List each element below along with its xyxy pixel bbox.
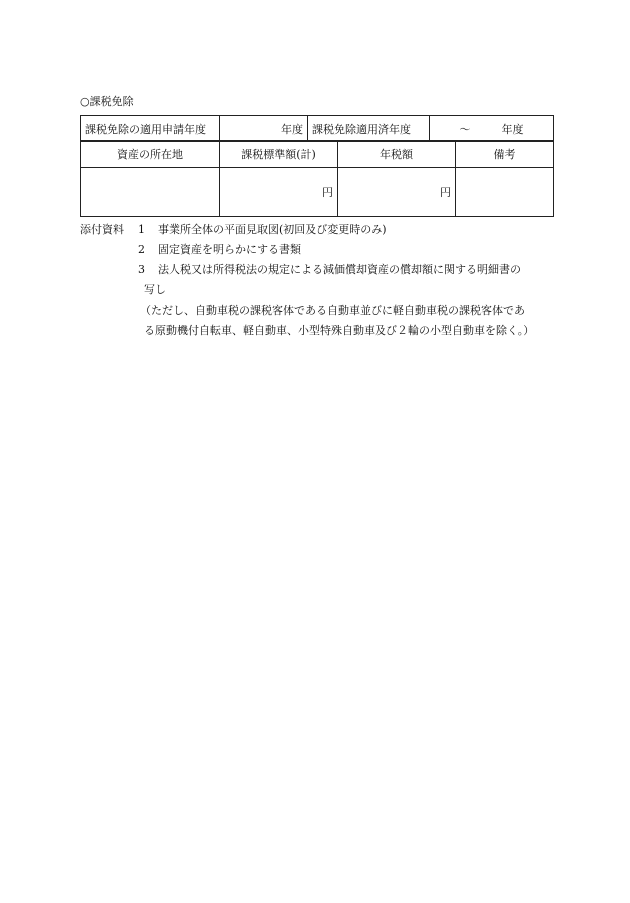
application-year-row bbox=[81, 116, 554, 142]
section-title: ○課税免除 bbox=[80, 95, 134, 108]
attachments-label: 添付資料 bbox=[80, 223, 124, 236]
annual-tax-cell[interactable]: 円 bbox=[338, 168, 456, 217]
apply-year-field[interactable]: 年度 bbox=[220, 116, 308, 142]
header-annual-tax: 年税額 bbox=[338, 141, 456, 168]
remarks-cell[interactable] bbox=[456, 168, 554, 217]
apply-year-label: 課税免除の適用申請年度 bbox=[81, 116, 220, 142]
header-standard-amount: 課税標準額(計) bbox=[220, 141, 338, 168]
attachment-item-3: 3 法人税又は所得税法の規定による減価償却資産の償却額に関する明細書の bbox=[138, 263, 521, 276]
attachment-note-line-2: る原動機付自転車、軽自動車、小型特殊自動車及び２輪の小型自動車を除く。） bbox=[144, 324, 535, 337]
header-remarks: 備考 bbox=[456, 141, 554, 168]
range-separator: ～ bbox=[459, 122, 471, 136]
header-row bbox=[81, 141, 554, 168]
standard-amount-cell[interactable]: 円 bbox=[220, 168, 338, 217]
header-location: 資産の所在地 bbox=[81, 141, 220, 168]
attachment-item-3-cont: 写し bbox=[144, 283, 166, 296]
tax-exemption-table bbox=[80, 115, 554, 142]
range-unit: 年度 bbox=[501, 122, 524, 136]
applied-years-label: 課税免除適用済年度 bbox=[308, 116, 430, 142]
data-row bbox=[81, 168, 554, 217]
asset-table bbox=[80, 140, 554, 217]
applied-years-field[interactable] bbox=[430, 116, 554, 142]
location-cell[interactable] bbox=[81, 168, 220, 217]
attachment-item-2: 2 固定資産を明らかにする書類 bbox=[138, 243, 301, 256]
attachment-note-line-1: （ただし、自動車税の課税客体である自動車並びに軽自動車税の課税客体であ bbox=[140, 304, 525, 317]
attachment-item-1: 1 事業所全体の平面見取図(初回及び変更時のみ) bbox=[138, 223, 387, 236]
